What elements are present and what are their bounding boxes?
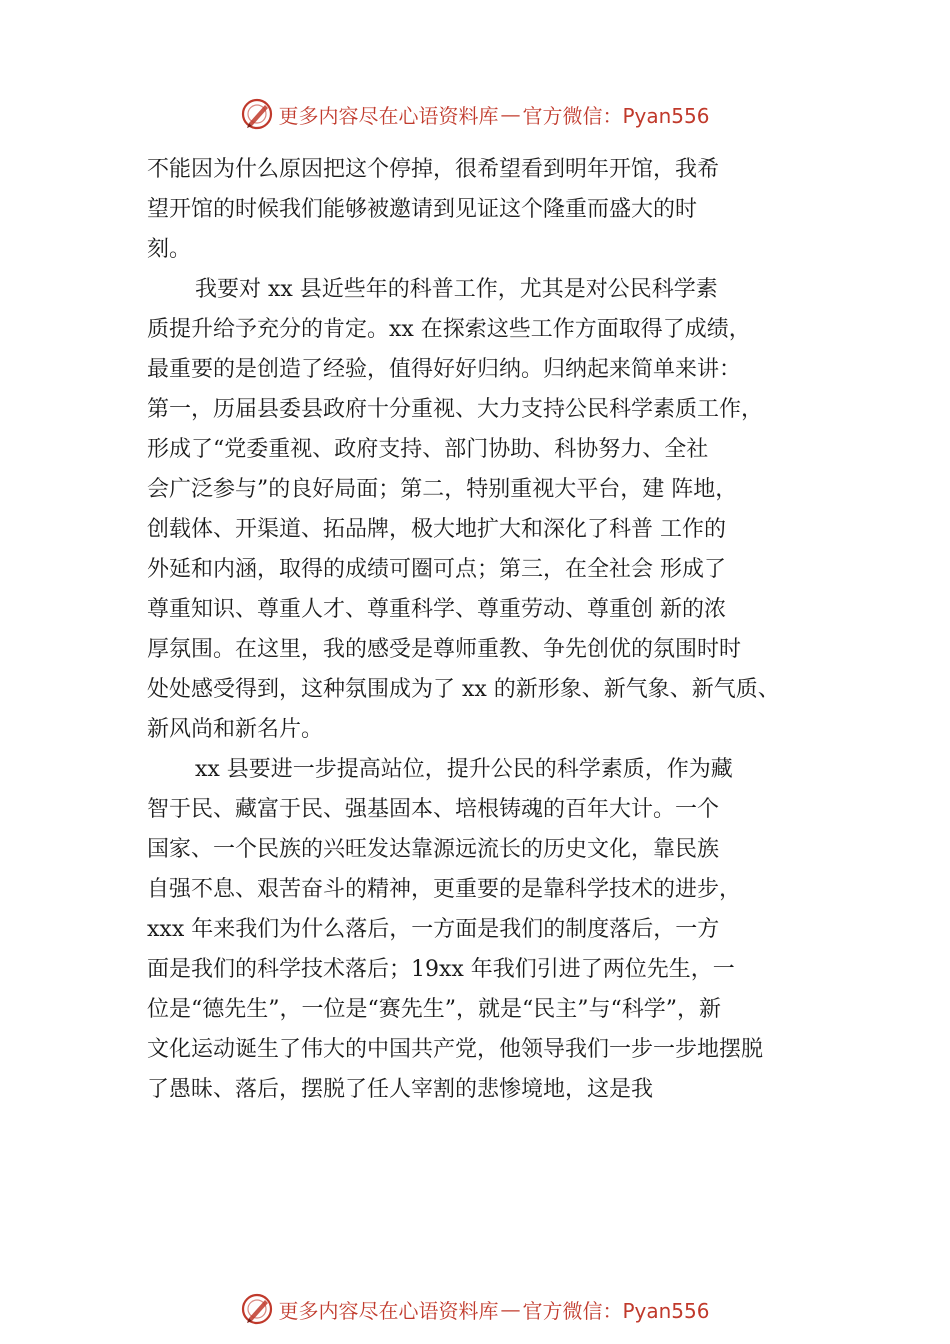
- text-line: 智于民、藏富于民、强基固本、培根铸魂的百年大计。一个: [147, 797, 720, 822]
- watermark-title: 更多内容尽在心语资料库: [278, 103, 499, 128]
- text-line: 创载体、开渠道、拓品牌，极大地扩大和深化了科普 工作的: [147, 517, 726, 542]
- text-line: 厚氛围。在这里，我的感受是尊师重教、争先创优的氛围时时: [147, 637, 742, 662]
- text-line: 尊重知识、尊重人才、尊重科学、尊重劳动、尊重创 新的浓: [147, 597, 726, 622]
- paragraph-start: 我要对 xx 县近些年的科普工作，尤其是对公民科学素: [195, 277, 718, 302]
- text-line: 了愚昧、落后，摆脱了任人宰割的悲惨境地，这是我: [147, 1077, 654, 1102]
- text-line: 国家、一个民族的兴旺发达靠源远流长的历史文化，靠民族: [147, 837, 720, 862]
- text-line: 质提升给予充分的肯定。xx 在探索这些工作方面取得了成绩，: [147, 317, 751, 342]
- text-line: 会广泛参与”的良好局面；第二，特别重视大平台，建 阵地，: [147, 477, 738, 502]
- paragraph-start: xx 县要进一步提高站位，提升公民的科学素质，作为藏: [195, 757, 733, 782]
- watermark-title: 更多内容尽在心语资料库: [278, 1298, 499, 1323]
- text-line: 形成了“党委重视、政府支持、部门协助、科协努力、全社: [147, 437, 709, 462]
- text-line: 面是我们的科学技术落后；19xx 年我们引进了两位先生，一: [147, 957, 735, 982]
- text-line: 文化运动诞生了伟大的中国共产党，他领导我们一步一步地摆脱: [147, 1037, 764, 1062]
- watermark-subtitle: 官方微信：Pyan556: [522, 1298, 710, 1323]
- text-line: 位是“德先生”，一位是“赛先生”，就是“民主”与“科学”，新: [147, 997, 721, 1022]
- text-line: 处处感受得到，这种氛围成为了 xx 的新形象、新气象、新气质、: [147, 677, 780, 702]
- text-line: 刻。: [147, 237, 192, 262]
- document-body: [147, 150, 847, 1110]
- text-line: 外延和内涵，取得的成绩可圈可点；第三，在全社会 形成了: [147, 557, 726, 582]
- text-line: 自强不息、艰苦奋斗的精神，更重要的是靠科学技术的进步，: [147, 877, 742, 902]
- text-line: 望开馆的时候我们能够被邀请到见证这个隆重而盛大的时: [147, 197, 698, 222]
- text-line: 第一，历届县委县政府十分重视、大力支持公民科学素质工作，: [147, 397, 764, 422]
- header-watermark: [0, 97, 950, 131]
- text-line: 最重要的是创造了经验，值得好好归纳。归纳起来简单来讲：: [147, 357, 742, 382]
- text-line: 不能因为什么原因把这个停掉，很希望看到明年开馆，我希: [147, 157, 720, 182]
- watermark-subtitle: 官方微信：Pyan556: [522, 103, 710, 128]
- footer-watermark: [0, 1292, 950, 1326]
- pen-seal-icon: [240, 97, 274, 131]
- watermark-separator: —: [500, 1297, 521, 1321]
- text-line: 新风尚和新名片。: [147, 717, 324, 742]
- text-line: xxx 年来我们为什么落后，一方面是我们的制度落后，一方: [147, 917, 720, 942]
- pen-seal-icon: [240, 1292, 274, 1326]
- watermark-separator: —: [500, 102, 521, 126]
